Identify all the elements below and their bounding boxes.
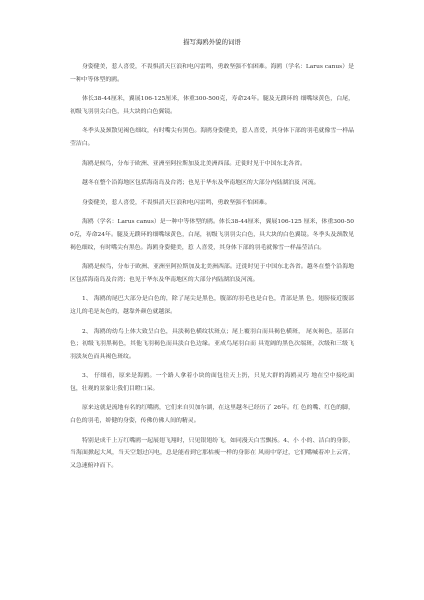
paragraph: 海鸥是候鸟，分布于欧洲、亚洲至阿拉斯加及北美洲西部。迁徙时见于中国东北各省。越冬在整个沿海地区包括海南岛及台湾；也见于华东及华南地区的大部分内陆湖泊及河流。 <box>70 264 354 283</box>
paragraph: 身姿健美，惹人喜爱，不畏惧滔天巨浪和电闪雷鸣，勇敢坚强不怕困难。 <box>82 199 271 206</box>
paragraph: 海鸥是候鸟，分布于欧洲、亚洲至阿拉斯加及北美洲西部。迁徙时见于中国东北各省。 <box>82 160 306 167</box>
paragraph: 1、 海鸥的尾巴大部分是白色的，除了尾尖是黑色，腹部的羽毛也是白色，背部是黑 色，翅膀接近腹部这儿的毛是灰色的，越靠外颜色就越深。 <box>70 296 354 315</box>
paragraph: 冬季头及颈散见褐色细纹，有时嘴尖有黑色。海鸥身姿健美，惹人喜爱，其身体下部的羽毛就像雪一样晶莹洁白。 <box>70 128 354 147</box>
paragraph: 原来这就是流地有名的红嘴鸥，它们来自贝加尔湖，在这里越冬已经历了 26年。红 色的嘴、红色的脚，白色的羽毛，娇健的身姿，传佛仿佛人间的精灵。 <box>70 405 354 425</box>
paragraph: 越冬在整个沿海地区包括海南岛及台湾；也见于华东及华南地区的大部分内陆湖泊及 河流。 <box>82 180 320 187</box>
paragraph: 3、 仔细看，原来是海鸥。一个路人拿着小块的面包往天上扔，只见大群的海鸥灵巧 地在空中接吃面包，壮观的景象让我们目瞪口呆。 <box>70 373 354 392</box>
document-title: 描写海鸥外貌的词语 <box>183 38 241 46</box>
paragraph: 2、 海鸥的幼鸟上体大致呈白色，具淡褐色横纹状斑点；尾上覆羽白而具褐色横斑， 尾灰褐色，基部白色；初级飞羽黑褐色，其他飞羽褐色而具淡白色边缘。亚成鸟尾羽白而 具宽阔的黑色次端斑，次级和三级飞羽淡灰色而具褐色斑纹。 <box>70 328 354 360</box>
paragraph: 特别是成千上万红嘴鸥一起展翅飞翔时，只见银翅纷飞，如同漫天白雪飘扬。4、小 小的、洁白的身影，当海面掀起大风，当天空划过闪电，总是能看到它那枯瘦一样的身影在 风雨中穿过，它们嘴喊着冲上云霄，又急速俯冲而下。 <box>70 437 354 469</box>
paragraph: 体长38-44厘米，翼展106-125厘米，体重300-500克，寿命24年。腿及无蹼环的 细嘴绿黄色，白尾，初级飞羽羽尖白色，具大块的白色翼镜。 <box>70 96 354 115</box>
paragraph: 身姿健美，惹人喜爱，不畏惧滔天巨浪和电闪雷鸣，勇敢坚强不怕困难。海鸥（学名：Larus canus）是一种中等体型的鸥。 <box>70 64 354 83</box>
paragraph: 海鸥（学名：Larus canus）是一种中等体型的鸥。体长38-44厘米，翼展106-125 厘米，体重300-500克，寿命24年。腿及无蹼环的细嘴绿黄色，白尾，初级飞羽羽尖白色，具大块的白色翼镜。冬季头及颈散见褐色细纹，有时嘴尖有黑色。海鸥身姿健美，惹 人喜爱，其身体下部的羽毛就像雪一样晶莹洁白。 <box>70 219 354 251</box>
document-body <box>70 61 354 472</box>
